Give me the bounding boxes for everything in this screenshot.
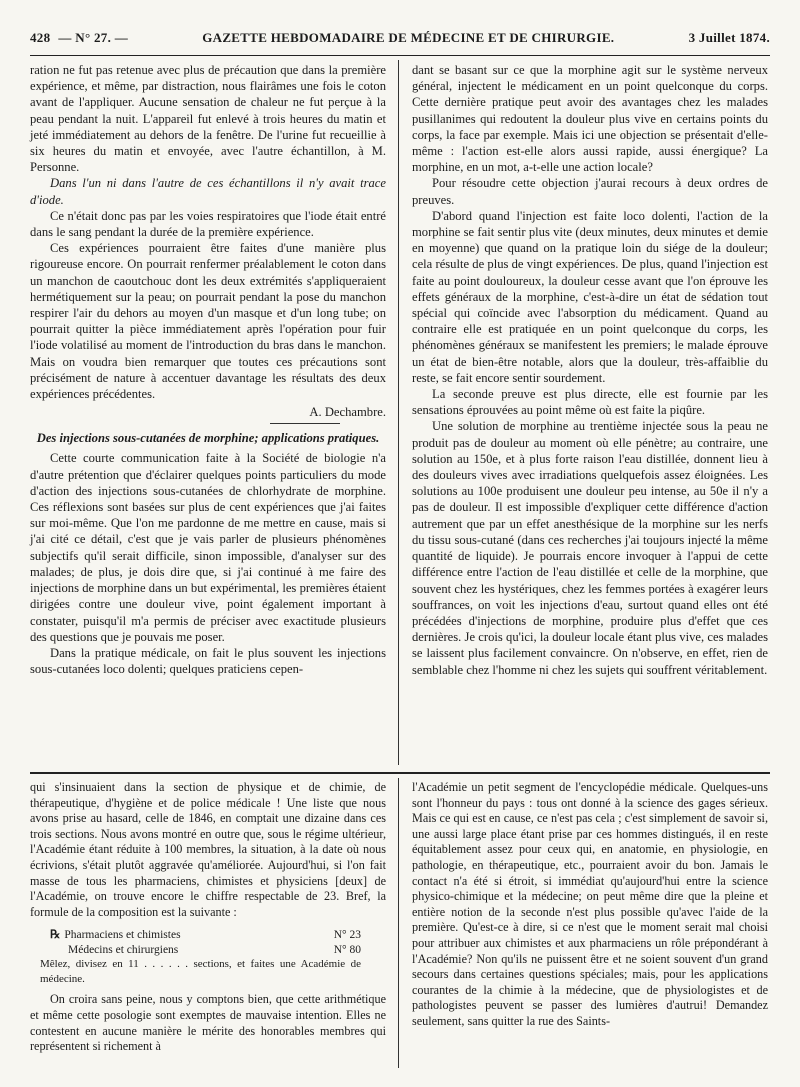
recipe-symbol: ℞ <box>50 929 61 942</box>
formula-label: Médecins et chirurgiens <box>68 943 179 956</box>
lower-left-column <box>30 780 386 1055</box>
paragraph: Une solution de morphine au trentième injectée sous la peau ne produit pas de douleur au moment où elle pénètre; au contraire, une solution au 150e, et à plus forte raison l'eau distillée, donnent lieu à des douleurs vives avec irradiations quelquefois assez éloignées. Les solutions au 100e produisent une douleur peu intense, au 50e il n'y a pas de douleur. Il est impossible d'expliquer cette différence d'action autrement que par un effet anesthésique de la morphine sur les nerfs du tissu sous-cutané (dans ces recherches j'ai toujours injecté la même quantité de liquide). Je pourrais encore invoquer à l'appui de cette différence entre l'action de l'eau distillée et celle de la morphine, que souvent chez les hystériques, chez les femmes portées à exagérer leurs souffrances, on voit les injections d'eau, surtout quand elles ont été précédées d'injections de morphine, produire plus d'effet que ces dernières. Je crois qu'ici, la douleur locale étant plus vive, ces malades se laissent plus facilement convaincre. On n'observe, en effet, rien de semblable chez l'homme ni chez les sujets qui souffrent véritablement. <box>412 419 768 677</box>
author-signature: A. Dechambre. <box>309 405 386 420</box>
header-rule <box>30 55 770 56</box>
page-number: 428 <box>30 30 51 45</box>
paragraph-italic: Dans l'un ni dans l'autre de ces échantillons il n'y avait trace d'iode. <box>30 176 386 207</box>
paragraph: La seconde preuve est plus directe, elle est fournie par les sensations éprouvées au point même où est faite la piqûre. <box>412 387 768 418</box>
lower-right-column <box>412 780 768 1030</box>
article-title: Des injections sous-cutanées de morphine; applications pratiques. <box>36 431 380 446</box>
formula-label: Pharmaciens et chimistes <box>64 929 181 942</box>
formula-block <box>30 928 386 986</box>
paragraph: Pour résoudre cette objection j'aurai recours à deux ordres de preuves. <box>412 176 768 207</box>
upper-left-column <box>30 62 386 677</box>
paragraph: Dans la pratique médicale, on fait le plus souvent les injections sous-cutanées loco dolenti; quelques praticiens cepen- <box>30 645 386 677</box>
section-divider <box>270 423 340 424</box>
column-divider <box>398 60 399 765</box>
upper-right-column <box>412 62 768 678</box>
paragraph: Cette courte communication faite à la Société de biologie n'a d'autre prétention que d'éclairer quelques points particuliers du mode d'action des injections sous-cutanées de chlorhydrate de morphine. Ces réflexions sont basées sur plus de cent expériences que j'ai faites sur moi-même. Que l'on me pardonne de me mettre en cause, mais si j'ai cité ce détail, c'est que je vais parler de plusieurs phénomènes subjectifs qu'il serait difficile, sinon impossible, d'analyser sur des malades; de plus, je dois dire que, si j'ai continué à me faire des injections de morphine dans un but expérimental, les premières étaient dirigées contre une douleur vive, point également important à constater, puisqu'il m'a permis de préciser avec exactitude plusieurs des questions que je pouvais me poser. <box>30 451 386 644</box>
formula-line <box>30 957 386 986</box>
feuilleton-rule <box>30 772 770 774</box>
column-divider <box>398 778 399 1068</box>
running-header <box>30 30 770 52</box>
formula-line <box>30 943 386 958</box>
issue-date: 3 Juillet 1874. <box>688 30 770 45</box>
paragraph: ration ne fut pas retenue avec plus de précaution que dans la première expérience, et même, par distraction, nous flairâmes une fois le coton avant de l'appliquer. Aucune sensation de chaleur ne fut perçue à la peau pendant la nuit. L'appareil fut enlevé à trois heures du matin et jeté immédiatement au dehors de la fenêtre. De l'urine fut recueillie à six heures du matin et envoyée, avec l'autre échantillon, à M. Personne. <box>30 63 386 175</box>
formula-instruction: Mêlez, divisez en 11 . . . . . . sections, et faites une Académie de médecine. <box>40 958 361 985</box>
paragraph: On croira sans peine, nous y comptons bien, que cette arithmétique et même cette posologie sont exemptes de mauvaise intention. Elles ne contestent en aucune manière le mérite des honorables membres qui représentent si richement à <box>30 992 386 1054</box>
paragraph: qui s'insinuaient dans la section de physique et de chimie, de thérapeutique, d'hygiène et de police médicale ! Une liste que nous avons prise au hasard, celle de 1846, en comptait une dizaine dans ces trois sections. Nous avons montré en outre que, sous le régime ultérieur, l'Académie étant réduite à 100 membres, la situation, à la date où nous écrivions, s'était plutôt aggravée qu'améliorée. Aujourd'hui, si l'on fait masse de tous les pharmaciens, chimistes et physiciens [deux] de l'Académie, on trouve encore le chiffre respectable de 23. Bref, la formule de la composition est la suivante : <box>30 780 386 919</box>
formula-line <box>30 928 386 943</box>
formula-value: N° 23 <box>333 929 361 942</box>
paragraph: l'Académie un petit segment de l'encyclopédie médicale. Quelques-uns sont l'honneur du pays : tous ont donné à la science des gages sérieux. Mais ce qui est en cause, ce n'est pas cela ; c'est simplement de savoir si, une aussi large place étant prise par ces hommes distingués, il en reste équitablement assez pour ceux qui, en anatomie, en physiologie, en pathologie, en thérapeutique, etc., pourraient avoir du bon. Jamais le contact n'a été si étroit, si immédiat qu'aujourd'hui entre la science physico-chimique et la médecine; on peut même dire que la pleine et entière notion de la seconde n'est plus possible qu'avec l'aide de la première. Qu'est-ce à dire, si ce n'est que le moment serait mal choisi pour attribuer aux chimistes et aux pharmaciens un rôle prépondérant à l'Académie? Non qu'ils ne puissent être et ne soient souvent d'un grand secours dans certaines questions spéciales; mais, pour les applications courantes de la chimie à la médecine, que de physiologistes et de pathologistes peuvent se passer des lumières d'autrui! Demandez seulement, sans quitter la rue des Saints- <box>412 780 768 1028</box>
paragraph: Ce n'était donc pas par les voies respiratoires que l'iode était entré dans le sang pendant la durée de la première expérience. <box>30 208 386 240</box>
journal-title: GAZETTE HEBDOMADAIRE DE MÉDECINE ET DE CHIRURGIE. <box>202 30 615 45</box>
formula-value: N° 80 <box>333 943 361 956</box>
paragraph: D'abord quand l'injection est faite loco dolenti, l'action de la morphine se fait sentir plus vite (deux minutes, deux minutes et demie en moyenne) que quand on la pratique loin du siége de la douleur; cela résulte de plus de vingt expériences. De plus, quand l'injection est faite au point douloureux, la douleur cesse avant que l'on éprouve les effets généraux de la morphine, c'est-à-dire un état de sédation tout spécial qui coïncide avec l'absorption du médicament. Quand au contraire elle est pratiquée en un point quelconque du corps, les phénomènes généraux se manifestent les premiers; le malade éprouve un état de bien-être notable, alors que la douleur, très-affaiblie du reste, se fait encore sentir sourdement. <box>412 208 768 385</box>
issue-number: — N° 27. — <box>58 30 128 45</box>
paragraph: dant se basant sur ce que la morphine agit sur le système nerveux général, injectent le médicament en un point quelconque du corps. Cette dernière pratique peut avoir des avantages chez les malades pusillanimes qui redoutent la douleur plus vive en certains points du corps, la face par exemple. Mais ici une objection se présentait d'elle-même : l'action est-elle alors aussi rapide, aussi énergique? La morphine, en un mot, a-t-elle une action locale? <box>412 63 768 175</box>
paragraph: Ces expériences pourraient être faites d'une manière plus rigoureuse encore. On pourrait renfermer préalablement le coton dans un manchon de caoutchouc dont les deux extrémités s'appliqueraient hermétiquement sur la peau; on pourrait pendant la pose du manchon respirer l'air du dehors au moyen d'un masque et d'un long tube; on pourrait quitter la pièce immédiatement après l'opération pour fuir l'iode volatilisé au moment de l'introduction du bras dans le manchon. Mais on voudra bien remarquer que toutes ces précautions sont précisément de nature à accentuer davantage les résultats des deux expériences précédentes. <box>30 241 386 402</box>
